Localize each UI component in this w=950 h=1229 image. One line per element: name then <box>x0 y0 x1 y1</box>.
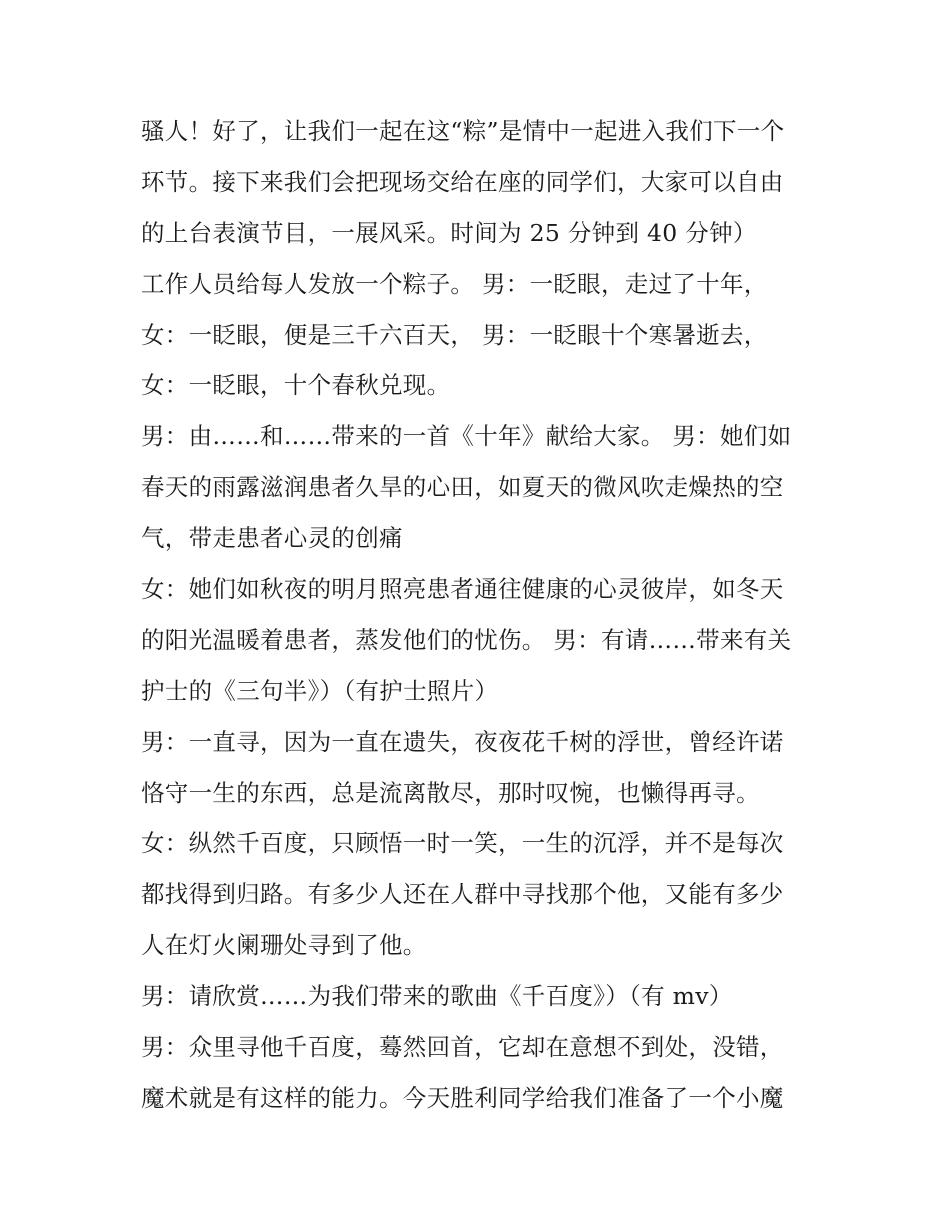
text-line-20: 魔术就是有这样的能力。今天胜利同学给我们准备了一个小魔 <box>141 1083 784 1112</box>
text-line-2: 环节。接下来我们会把现场交给在座的同学们，大家可以自由 <box>141 167 784 196</box>
text-line-7: 男：由……和……带来的一首《十年》献给大家。 男：她们如 <box>141 422 792 451</box>
text-line-18: 男：请欣赏……为我们带来的歌曲《千百度》）（有 mv） <box>141 982 733 1011</box>
text-line-8: 春天的雨露滋润患者久旱的心田，如夏天的微风吹走燥热的空 <box>141 473 784 502</box>
text-line-19: 男：众里寻他千百度，蓦然回首，它却在意想不到处，没错， <box>141 1033 784 1062</box>
text-line-1: 骚人！好了，让我们一起在这“粽”是情中一起进入我们下一个 <box>141 117 785 145</box>
text-line-17: 人在灯火阑珊处寻到了他。 <box>141 931 427 960</box>
text-line-9: 气，带走患者心灵的创痛 <box>141 524 403 553</box>
text-line-5: 女：一眨眼，便是三千六百天， 男：一眨眼十个寒暑逝去， <box>141 320 768 349</box>
text-line-10: 女：她们如秋夜的明月照亮患者通往健康的心灵彼岸，如冬天 <box>141 575 784 604</box>
text-line-11: 的阳光温暖着患者，蒸发他们的忧伤。 男：有请……带来有关 <box>141 625 792 654</box>
text-line-16: 都找得到归路。有多少人还在人群中寻找那个他，又能有多少 <box>141 880 784 909</box>
document-text-body <box>141 106 821 1124</box>
text-line-13: 男：一直寻，因为一直在遗失，夜夜花千树的浮世，曾经许诺 <box>141 727 784 756</box>
text-line-14: 恪守一生的东西，总是流离散尽，那时叹惋，也懒得再寻。 <box>141 778 760 807</box>
text-line-12: 护士的《三句半》）（有护士照片） <box>141 676 499 705</box>
text-line-4: 工作人员给每人发放一个粽子。 男：一眨眼，走过了十年， <box>141 269 768 298</box>
text-line-6: 女：一眨眼，十个春秋兑现。 <box>141 371 451 400</box>
text-line-3: 的上台表演节目，一展风采。时间为 25 分钟到 40 分钟） <box>141 218 757 247</box>
text-line-15: 女：纵然千百度，只顾悟一时一笑，一生的沉浮，并不是每次 <box>141 829 784 858</box>
